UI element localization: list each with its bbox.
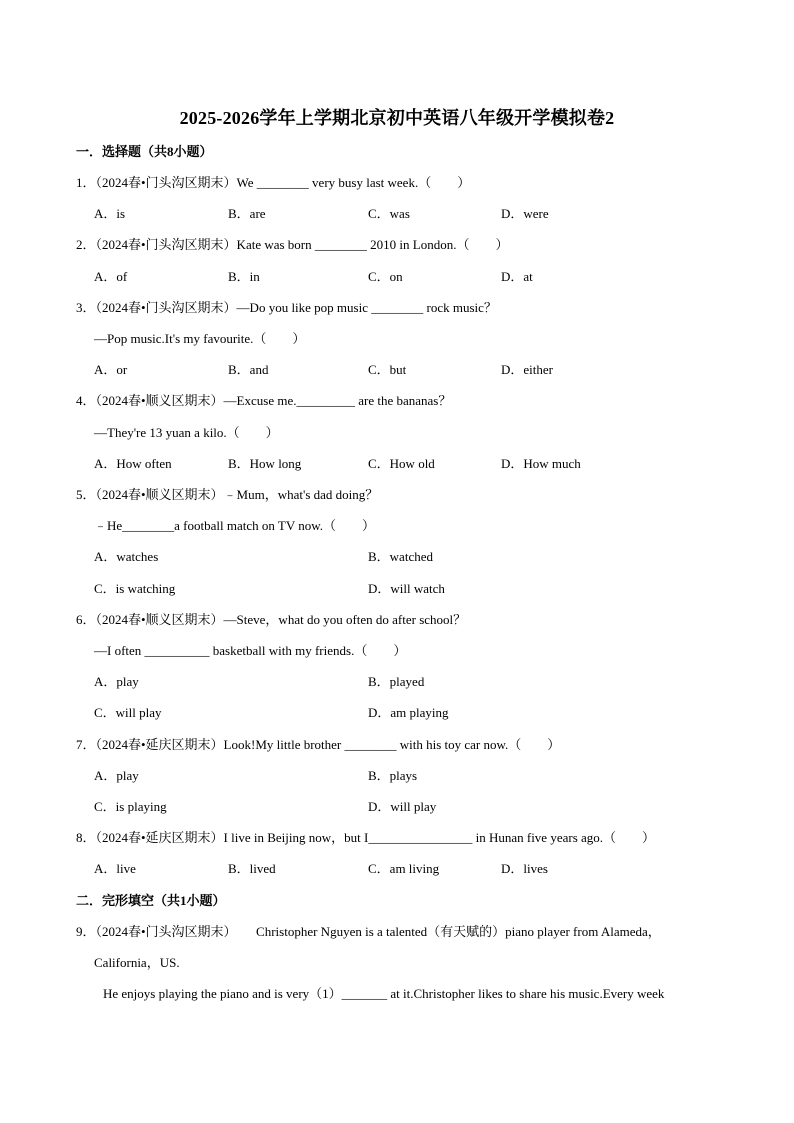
question-4-stem-line-2: —They're 13 yuan a kilo.（ ） bbox=[94, 425, 279, 440]
question-9-passage-line: He enjoys playing the piano and is very（1）_______ at it.Christopher likes to share his music.Every week bbox=[103, 986, 665, 1001]
question-8-option-c[interactable]: C．am living bbox=[368, 861, 440, 876]
question-7-option-a[interactable]: A．play bbox=[94, 768, 139, 783]
question-1-option-c[interactable]: C．was bbox=[368, 206, 410, 221]
question-9-stem-line-2: California，US. bbox=[94, 955, 180, 970]
question-4-option-a[interactable]: A．How often bbox=[94, 456, 172, 471]
question-2-stem: 2．（2024春•门头沟区期末）Kate was born ________ 2010 in London.（ ） bbox=[76, 237, 509, 252]
page-title: 2025-2026学年上学期北京初中英语八年级开学模拟卷2 bbox=[179, 108, 615, 128]
question-6-option-a[interactable]: A．play bbox=[94, 674, 139, 689]
question-3-stem: 3．（2024春•门头沟区期末）—Do you like pop music ________ rock music？ bbox=[76, 300, 497, 315]
question-4-stem: 4．（2024春•顺义区期末）—Excuse me._________ are the bananas？ bbox=[76, 393, 452, 408]
question-8-option-d[interactable]: D．lives bbox=[501, 861, 548, 876]
question-7-stem: 7．（2024春•延庆区期末）Look!My little brother ________ with his toy car now.（ ） bbox=[76, 737, 561, 752]
question-6-stem: 6．（2024春•顺义区期末）—Steve，what do you often do after school？ bbox=[76, 612, 467, 627]
question-5-option-c[interactable]: C．is watching bbox=[94, 581, 176, 596]
question-6-option-c[interactable]: C．will play bbox=[94, 705, 162, 720]
question-3-stem-line-2: —Pop music.It's my favourite.（ ） bbox=[94, 331, 306, 346]
section-heading-cloze: 二．完形填空（共1小题） bbox=[76, 893, 226, 908]
question-5-option-a[interactable]: A．watches bbox=[94, 549, 159, 564]
question-1-option-b[interactable]: B．are bbox=[228, 206, 266, 221]
question-2-option-d[interactable]: D．at bbox=[501, 269, 533, 284]
question-2-option-a[interactable]: A．of bbox=[94, 269, 128, 284]
question-3-option-c[interactable]: C．but bbox=[368, 362, 407, 377]
question-7-option-c[interactable]: C．is playing bbox=[94, 799, 167, 814]
question-9-stem: 9．（2024春•门头沟区期末） Christopher Nguyen is a talented（有天赋的）piano player from Alameda， bbox=[76, 924, 661, 939]
question-3-option-b[interactable]: B．and bbox=[228, 362, 269, 377]
question-8-stem: 8．（2024春•延庆区期末）I live in Beijing now，but I________________ in Hunan five years ago.（ ） bbox=[76, 830, 656, 845]
question-1-option-a[interactable]: A．is bbox=[94, 206, 126, 221]
question-5-stem: 5．（2024春•顺义区期末）﹣Mum，what's dad doing？ bbox=[76, 487, 379, 502]
question-7-option-d[interactable]: D．will play bbox=[368, 799, 437, 814]
question-5-stem-line-2: ﹣He________a football match on TV now.（ ） bbox=[94, 518, 376, 533]
section-heading-multiple-choice: 一．选择题（共8小题） bbox=[76, 144, 213, 159]
question-6-option-d[interactable]: D．am playing bbox=[368, 705, 449, 720]
question-8-option-b[interactable]: B．lived bbox=[228, 861, 276, 876]
question-2-option-c[interactable]: C．on bbox=[368, 269, 403, 284]
question-4-option-c[interactable]: C．How old bbox=[368, 456, 435, 471]
question-1-option-d[interactable]: D．were bbox=[501, 206, 549, 221]
question-7-option-b[interactable]: B．plays bbox=[368, 768, 418, 783]
question-4-option-b[interactable]: B．How long bbox=[228, 456, 302, 471]
question-2-option-b[interactable]: B．in bbox=[228, 269, 260, 284]
question-4-option-d[interactable]: D．How much bbox=[501, 456, 581, 471]
question-8-option-a[interactable]: A．live bbox=[94, 861, 136, 876]
question-5-option-b[interactable]: B．watched bbox=[368, 549, 433, 564]
question-6-stem-line-2: —I often __________ basketball with my friends.（ ） bbox=[94, 643, 407, 658]
question-1-stem: 1．（2024春•门头沟区期末）We ________ very busy last week.（ ） bbox=[76, 175, 471, 190]
question-5-option-d[interactable]: D．will watch bbox=[368, 581, 445, 596]
question-3-option-d[interactable]: D．either bbox=[501, 362, 553, 377]
question-3-option-a[interactable]: A．or bbox=[94, 362, 128, 377]
question-6-option-b[interactable]: B．played bbox=[368, 674, 425, 689]
